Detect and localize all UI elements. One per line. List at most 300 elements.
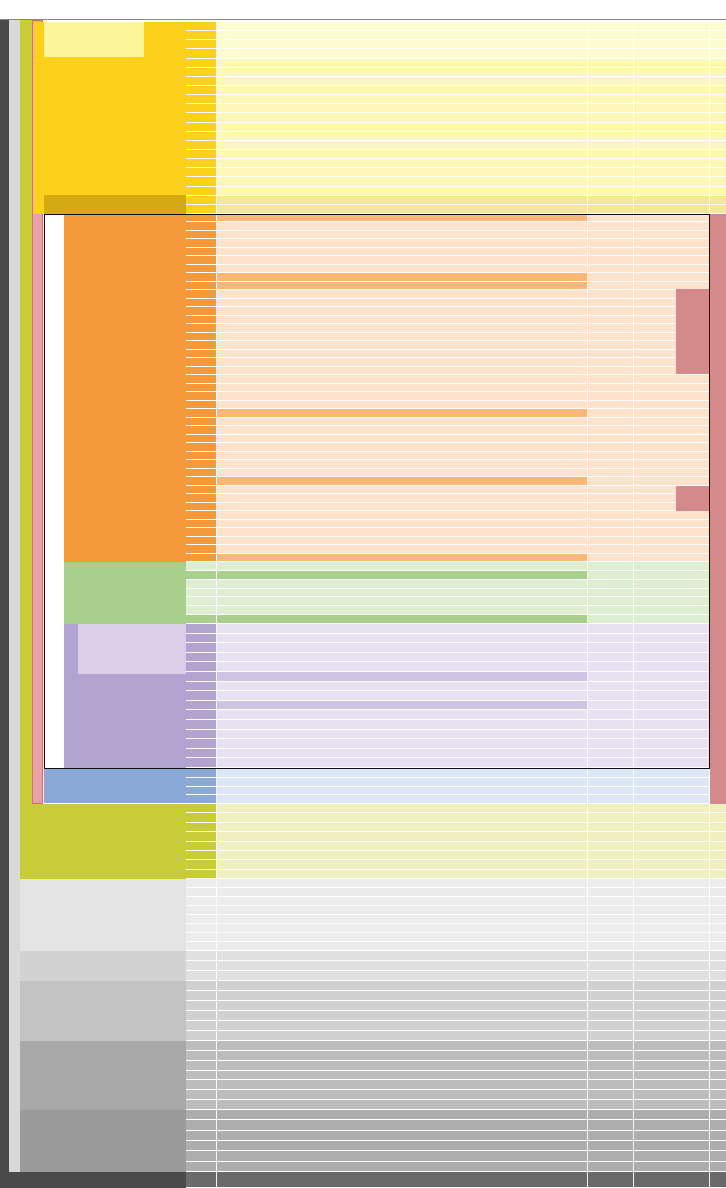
table-row [186, 494, 726, 502]
row-initial-percentage [634, 860, 710, 868]
row-valuation [588, 443, 634, 450]
row-valuation [588, 214, 634, 221]
row-description [217, 1080, 588, 1089]
row-description [217, 851, 588, 859]
table-row [186, 545, 726, 553]
row-position [186, 367, 217, 374]
row-initial-percentage [634, 418, 710, 425]
table-row [186, 769, 726, 778]
row-position [186, 443, 217, 450]
row-description [217, 307, 588, 314]
row-bim [710, 1001, 726, 1010]
row-initial-percentage [634, 426, 710, 433]
row-description [217, 906, 588, 914]
row-description [217, 1131, 588, 1140]
row-position [186, 494, 217, 501]
row-bim [710, 187, 726, 195]
row-position [186, 1071, 217, 1080]
row-description [217, 624, 588, 633]
row-initial-percentage [634, 256, 710, 263]
row-description [217, 159, 588, 167]
table-row [186, 168, 726, 177]
row-position [186, 870, 217, 878]
row-initial-percentage [634, 787, 710, 795]
group-a2-spatial-functional [44, 57, 144, 98]
row-description [217, 971, 588, 980]
table-row [186, 951, 726, 961]
row-position [186, 1120, 217, 1129]
table-row [186, 915, 726, 924]
row-valuation [588, 1001, 634, 1010]
table-row [186, 813, 726, 822]
row-valuation [588, 823, 634, 831]
table-row [186, 31, 726, 40]
row-bim [710, 31, 726, 39]
row-description [217, 1151, 588, 1160]
row-bim [710, 933, 726, 941]
row-bim [710, 141, 726, 149]
table-row [186, 1011, 726, 1021]
row-position [186, 141, 217, 149]
row-valuation [588, 589, 634, 597]
row-position [186, 290, 217, 297]
table-row [186, 888, 726, 897]
row-description [217, 375, 588, 382]
row-valuation [588, 503, 634, 510]
row-initial-percentage [634, 634, 710, 643]
row-description [217, 1090, 588, 1099]
row-initial-percentage [634, 615, 710, 623]
row-description [217, 511, 588, 518]
row-description [217, 205, 588, 213]
row-valuation [588, 299, 634, 306]
row-initial-percentage [634, 68, 710, 76]
row-description [217, 452, 588, 459]
row-position [186, 392, 217, 399]
row-valuation [588, 1061, 634, 1070]
table-row [186, 1151, 726, 1161]
row-initial-percentage [634, 1061, 710, 1070]
row-position [186, 991, 217, 1000]
lod-500 [710, 769, 726, 804]
table-row [186, 59, 726, 68]
row-position [186, 1141, 217, 1150]
row-position [186, 503, 217, 510]
row-initial-percentage [634, 49, 710, 57]
row-bim [710, 832, 726, 840]
row-initial-percentage [634, 511, 710, 518]
row-position [186, 634, 217, 643]
table-row [186, 672, 726, 682]
table-row [186, 452, 726, 460]
row-initial-percentage [634, 749, 710, 758]
table-row [186, 528, 726, 536]
table-row [186, 503, 726, 511]
row-position [186, 248, 217, 255]
row-description [217, 787, 588, 795]
table-row [186, 653, 726, 663]
row-position [186, 214, 217, 221]
row-position [186, 971, 217, 980]
row-position [186, 49, 217, 57]
group-h5-building-management [20, 1110, 186, 1172]
row-initial-percentage [634, 248, 710, 255]
table-row [186, 778, 726, 787]
row-position [186, 879, 217, 887]
row-position [186, 924, 217, 932]
row-description [217, 823, 588, 831]
row-bim [710, 915, 726, 923]
row-description [217, 150, 588, 158]
row-bim [710, 851, 726, 859]
row-valuation [588, 897, 634, 905]
row-initial-percentage [634, 177, 710, 185]
row-bim [710, 123, 726, 131]
row-description [217, 86, 588, 94]
row-initial-percentage [634, 624, 710, 633]
group-d2-progress-coordination [78, 674, 186, 701]
row-position [186, 452, 217, 459]
row-bim [710, 177, 726, 185]
row-valuation [588, 316, 634, 323]
row-position [186, 730, 217, 739]
group-c-pre-construction [64, 562, 186, 624]
row-valuation [588, 1031, 634, 1040]
row-valuation [588, 528, 634, 535]
row-description [217, 196, 588, 204]
row-description [217, 168, 588, 176]
row-position [186, 104, 217, 112]
row-bim [710, 1061, 726, 1070]
row-description [217, 1061, 588, 1070]
row-valuation [588, 1051, 634, 1060]
row-valuation [588, 554, 634, 561]
table-row [186, 1041, 726, 1051]
row-description [217, 879, 588, 887]
row-initial-percentage [634, 1120, 710, 1129]
row-description [217, 384, 588, 391]
table-row [186, 1172, 726, 1188]
row-description [217, 1141, 588, 1150]
row-valuation [588, 104, 634, 112]
row-valuation [588, 842, 634, 850]
row-bim [710, 991, 726, 1000]
row-position [186, 31, 217, 39]
row-initial-percentage [634, 205, 710, 213]
row-valuation [588, 1120, 634, 1129]
table-row [186, 1071, 726, 1081]
table-row [186, 554, 726, 562]
row-initial-percentage [634, 384, 710, 391]
row-position [186, 562, 217, 570]
row-description [217, 435, 588, 442]
row-initial-percentage [634, 1100, 710, 1109]
group-a3-project-preparation [44, 98, 144, 135]
row-position [186, 486, 217, 493]
row-position [186, 123, 217, 131]
table-row [186, 823, 726, 832]
row-initial-percentage [634, 1011, 710, 1020]
row-valuation [588, 196, 634, 204]
table-row [186, 1051, 726, 1061]
row-valuation [588, 265, 634, 272]
row-description [217, 597, 588, 605]
row-initial-percentage [634, 769, 710, 777]
row-valuation [588, 720, 634, 729]
row-description [217, 520, 588, 527]
row-initial-percentage [634, 691, 710, 700]
row-initial-percentage [634, 778, 710, 786]
table-row [186, 701, 726, 711]
row-description [217, 1100, 588, 1109]
table-row [186, 177, 726, 186]
row-valuation [588, 804, 634, 812]
row-initial-percentage [634, 31, 710, 39]
pct-d2 [666, 684, 692, 692]
row-initial-percentage [634, 196, 710, 204]
pct-d3 [666, 714, 692, 722]
table-row [186, 205, 726, 214]
header-initial-percentage [634, 0, 710, 20]
table-row [186, 739, 726, 749]
row-description [217, 231, 588, 238]
row-position [186, 22, 217, 30]
lod-300 [710, 288, 726, 486]
row-valuation [588, 95, 634, 103]
row-description [217, 426, 588, 433]
table-row [186, 256, 726, 264]
row-bim [710, 168, 726, 176]
row-initial-percentage [634, 879, 710, 887]
row-description [217, 545, 588, 552]
table-row [186, 409, 726, 417]
row-description [217, 477, 588, 484]
row-initial-percentage [634, 1031, 710, 1040]
band-consulting-services [9, 20, 20, 1172]
row-description [217, 749, 588, 758]
lod-350-400 [710, 486, 726, 769]
row-description [217, 1011, 588, 1020]
row-valuation [588, 971, 634, 980]
row-description [217, 691, 588, 700]
row-position [186, 653, 217, 662]
row-initial-percentage [634, 409, 710, 416]
row-bim [710, 77, 726, 85]
row-valuation [588, 409, 634, 416]
row-initial-percentage [634, 942, 710, 950]
row-initial-percentage [634, 1162, 710, 1171]
row-initial-percentage [634, 1151, 710, 1160]
table-row [186, 571, 726, 580]
row-description [217, 248, 588, 255]
row-bim [710, 1011, 726, 1020]
row-initial-percentage [634, 915, 710, 923]
row-position [186, 888, 217, 896]
row-position [186, 597, 217, 605]
row-position [186, 418, 217, 425]
row-valuation [588, 375, 634, 382]
row-description [217, 1031, 588, 1040]
table-row [186, 870, 726, 879]
masterplan-cell [144, 22, 186, 135]
table-row [186, 477, 726, 485]
row-initial-percentage [634, 1021, 710, 1030]
row-position [186, 842, 217, 850]
row-valuation [588, 177, 634, 185]
table-row [186, 597, 726, 606]
table-row [186, 316, 726, 324]
row-valuation [588, 571, 634, 579]
table-row [186, 265, 726, 273]
row-position [186, 554, 217, 561]
group-h2-surveying-services [20, 951, 186, 981]
row-position [186, 589, 217, 597]
row-valuation [588, 248, 634, 255]
row-valuation [588, 769, 634, 777]
row-bim [710, 961, 726, 970]
row-description [217, 758, 588, 767]
table-row [186, 842, 726, 851]
row-valuation [588, 31, 634, 39]
row-initial-percentage [634, 273, 710, 280]
row-valuation [588, 682, 634, 691]
row-description [217, 123, 588, 131]
row-bim [710, 1162, 726, 1171]
group-a5-pre-bep [44, 161, 186, 195]
row-valuation [588, 239, 634, 246]
row-position [186, 1172, 217, 1187]
group-h3-legal-advice [20, 981, 186, 1041]
table-row [186, 40, 726, 49]
row-position [186, 401, 217, 408]
row-bim [710, 1172, 726, 1187]
table-row [186, 469, 726, 477]
row-description [217, 273, 588, 280]
row-valuation [588, 758, 634, 767]
row-position [186, 961, 217, 970]
table-row [186, 851, 726, 860]
group-a6-sustainable-predesign [44, 195, 186, 214]
row-bim [710, 1151, 726, 1160]
row-description [217, 1120, 588, 1129]
pct-c3 [666, 597, 692, 605]
table-row [186, 123, 726, 132]
row-description [217, 991, 588, 1000]
row-valuation [588, 282, 634, 289]
row-bim [710, 981, 726, 990]
row-valuation [588, 730, 634, 739]
row-bim [710, 86, 726, 94]
row-valuation [588, 1011, 634, 1020]
row-valuation [588, 426, 634, 433]
row-description [217, 842, 588, 850]
row-valuation [588, 141, 634, 149]
row-description [217, 662, 588, 671]
pct-c1 [666, 567, 692, 575]
table-row [186, 961, 726, 971]
row-valuation [588, 597, 634, 605]
row-description [217, 59, 588, 67]
row-valuation [588, 1172, 634, 1187]
row-position [186, 701, 217, 710]
band-services-during-construction [64, 624, 78, 768]
row-position [186, 897, 217, 905]
row-valuation [588, 906, 634, 914]
row-description [217, 710, 588, 719]
group-a1-urban-basics [44, 22, 144, 57]
row-initial-percentage [634, 452, 710, 459]
header-description [217, 0, 588, 20]
row-position [186, 739, 217, 748]
row-initial-percentage [634, 150, 710, 158]
row-valuation [588, 1141, 634, 1150]
row-valuation [588, 290, 634, 297]
row-initial-percentage [634, 961, 710, 970]
row-valuation [588, 401, 634, 408]
table-row [186, 299, 726, 307]
row-valuation [588, 1021, 634, 1030]
table-row [186, 375, 726, 383]
row-bim [710, 159, 726, 167]
row-valuation [588, 653, 634, 662]
row-position [186, 409, 217, 416]
row-description [217, 606, 588, 614]
row-initial-percentage [634, 392, 710, 399]
row-position [186, 265, 217, 272]
row-position [186, 426, 217, 433]
row-valuation [588, 222, 634, 229]
row-description [217, 832, 588, 840]
table-row [186, 333, 726, 341]
row-valuation [588, 392, 634, 399]
row-position [186, 942, 217, 950]
row-initial-percentage [634, 795, 710, 803]
row-initial-percentage [634, 1071, 710, 1080]
row-initial-percentage [634, 22, 710, 30]
table-row [186, 350, 726, 358]
row-valuation [588, 511, 634, 518]
row-description [217, 1172, 588, 1187]
row-valuation [588, 1090, 634, 1099]
row-description [217, 486, 588, 493]
row-valuation [588, 350, 634, 357]
row-valuation [588, 384, 634, 391]
row-position [186, 113, 217, 121]
row-position [186, 691, 217, 700]
row-position [186, 520, 217, 527]
table-row [186, 341, 726, 349]
row-initial-percentage [634, 123, 710, 131]
row-initial-percentage [634, 981, 710, 990]
row-initial-percentage [634, 870, 710, 878]
row-bim [710, 1090, 726, 1099]
row-description [217, 460, 588, 467]
table-row [186, 662, 726, 672]
table-row [186, 401, 726, 409]
row-valuation [588, 150, 634, 158]
row-bim [710, 1080, 726, 1089]
row-position [186, 299, 217, 306]
row-position [186, 981, 217, 990]
table-row [186, 795, 726, 804]
row-description [217, 49, 588, 57]
row-description [217, 933, 588, 941]
row-initial-percentage [634, 1131, 710, 1140]
table-row [186, 68, 726, 77]
row-bim [710, 942, 726, 950]
row-position [186, 795, 217, 803]
row-position [186, 672, 217, 681]
